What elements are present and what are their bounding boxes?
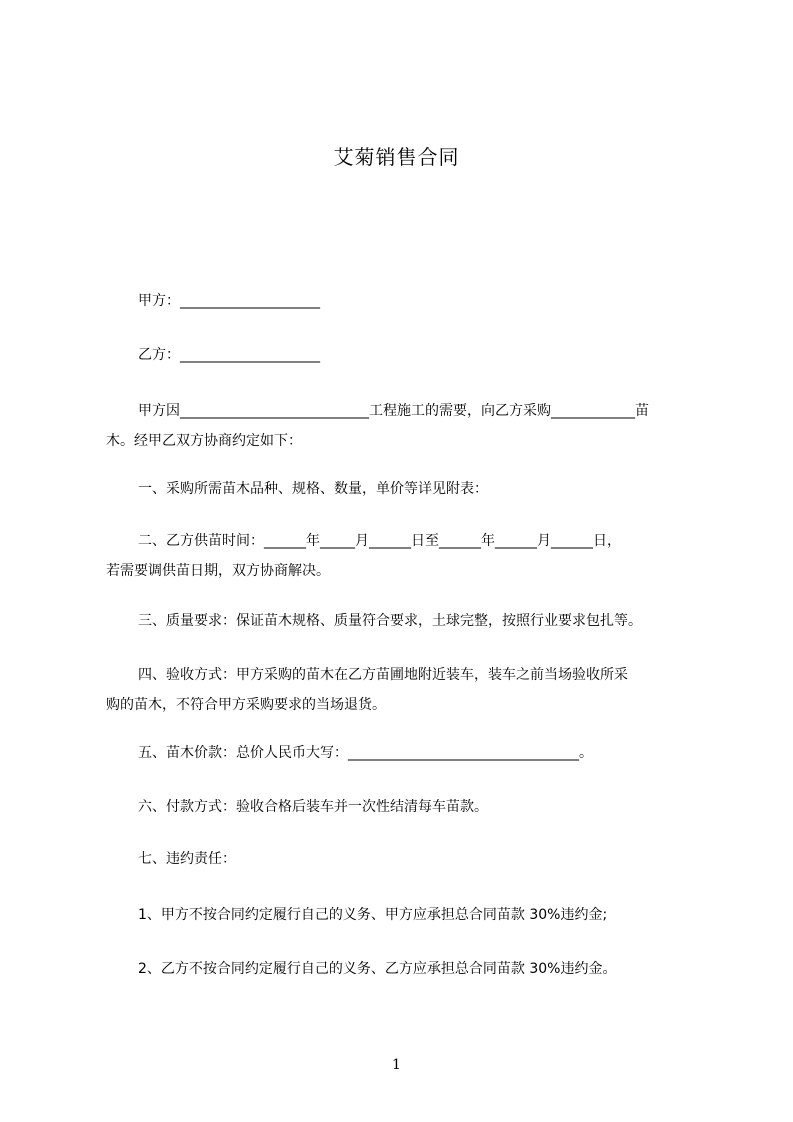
clause-6: 六、付款方式：验收合格后装车并一次性结清每车苗款。 (138, 799, 488, 815)
clause-4-line-1: 四、验收方式：甲方采购的苗木在乙方苗圃地附近装车，装车之前当场验收所采 (138, 667, 628, 683)
clause-7-item-1: 1、甲方不按合同约定履行自己的义务、甲方应承担总合同苗款 30%违约金; (138, 907, 608, 923)
clause-7: 七、违约责任： (138, 851, 236, 867)
clause-4-line-2: 购的苗木，不符合甲方采购要求的当场退货。 (106, 697, 386, 713)
preamble-line-2: 木。经甲乙双方协商约定如下： (106, 433, 302, 449)
preamble-paragraph (106, 396, 706, 456)
preamble-line-1: 甲方因___________________________工程施工的需要，向乙方采购____________苗 (138, 403, 649, 419)
page-number: 1 (392, 1057, 401, 1073)
clause-5: 五、苗木价款：总价人民币大写：_________________________________。 (138, 745, 593, 761)
clause-2-line-2: 若需要调供苗日期，双方协商解决。 (106, 563, 330, 579)
clause-2-line-1: 二、乙方供苗时间：______年_____月______日至______年______月______日， (138, 533, 621, 549)
party-b-line: 乙方：____________________ (138, 347, 320, 363)
clause-4-paragraph (106, 660, 706, 720)
clause-3: 三、质量要求：保证苗木规格、质量符合要求，土球完整，按照行业要求包扎等。 (138, 613, 642, 629)
party-a-line: 甲方：____________________ (138, 293, 320, 309)
clause-2-paragraph (106, 526, 706, 586)
document-title: 艾菊销售合同 (333, 145, 460, 169)
clause-7-item-2: 2、乙方不按合同约定履行自己的义务、乙方应承担总合同苗款 30%违约金。 (138, 961, 617, 977)
clause-1: 一、采购所需苗木品种、规格、数量，单价等详见附表： (138, 481, 488, 497)
